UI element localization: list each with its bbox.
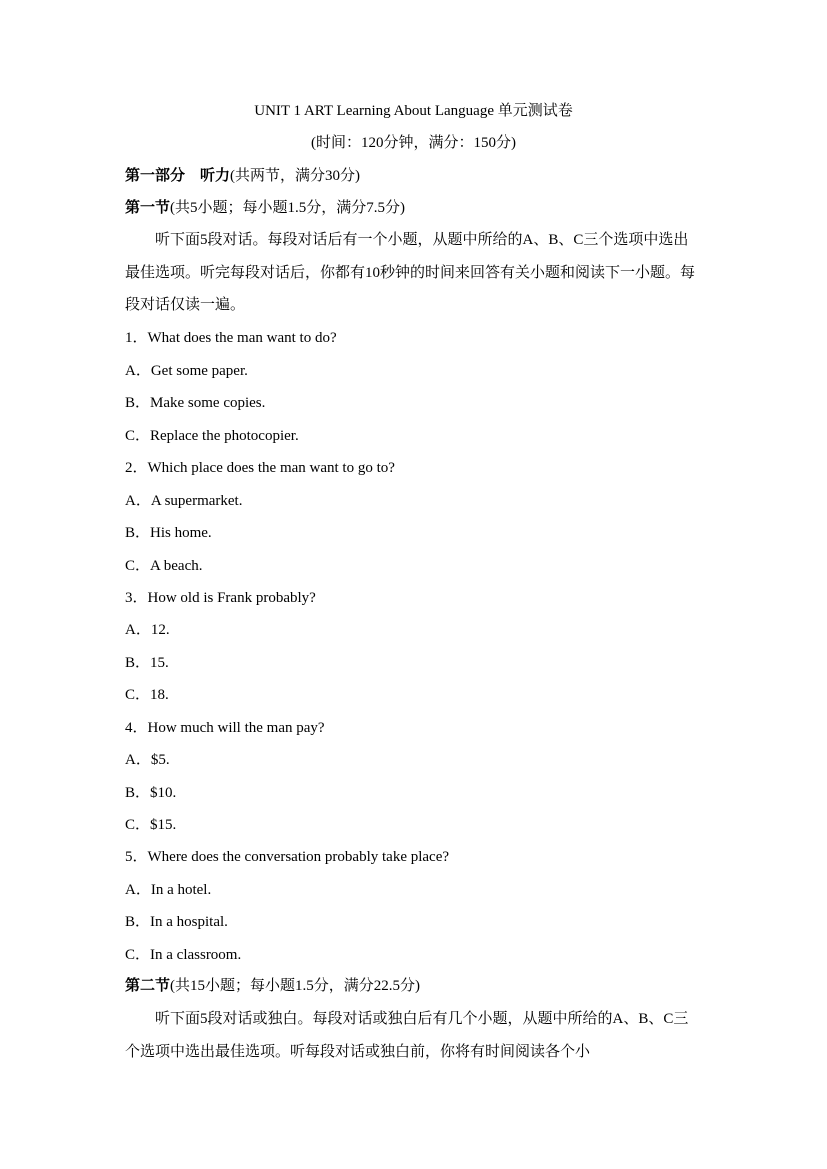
question-option: C．In a classroom. <box>125 947 242 963</box>
section1-heading-detail: (共5小题；每小题1.5分，满分7.5分) <box>170 200 406 216</box>
question-stem: 1．What does the man want to do? <box>125 330 337 346</box>
section1-instructions: 听下面5段对话。每段对话后有一个小题，从题中所给的A、B、C三个选项中选出最佳选项。听完每段对话后，你都有10秒钟的时间来回答有关小题和阅读下一小题。每段对话仅读一遍。 <box>125 232 696 313</box>
section2-heading-detail: (共15小题；每小题1.5分，满分22.5分) <box>170 978 421 994</box>
document-title: UNIT 1 ART Learning About Language 单元测试卷 <box>254 103 573 119</box>
document-subtitle: (时间：120分钟，满分：150分) <box>311 135 516 151</box>
part1-heading-label: 第一部分 听力 <box>125 168 231 184</box>
section2-heading-label: 第二节 <box>125 978 171 994</box>
question-option: A．$5. <box>125 752 170 768</box>
section1-heading-label: 第一节 <box>125 200 171 216</box>
question-option: C．$15. <box>125 817 177 833</box>
question-option: C．Replace the photocopier. <box>125 428 299 444</box>
question-option: B．In a hospital. <box>125 914 228 930</box>
question-option: C．18. <box>125 687 169 703</box>
question-option: B．15. <box>125 655 169 671</box>
question-stem: 2．Which place does the man want to go to? <box>125 460 395 476</box>
question-option: B．Make some copies. <box>125 395 266 411</box>
question-stem: 5．Where does the conversation probably take place? <box>125 849 450 865</box>
question-option: A．12. <box>125 622 170 638</box>
question-stem: 4．How much will the man pay? <box>125 720 325 736</box>
part1-heading <box>125 166 360 186</box>
part1-heading-detail: (共两节，满分30分) <box>230 168 361 184</box>
section2-heading <box>125 976 420 996</box>
question-option: A．In a hotel. <box>125 882 212 898</box>
question-stem: 3．How old is Frank probably? <box>125 590 316 606</box>
question-option: B．His home. <box>125 525 212 541</box>
section1-heading <box>125 198 405 218</box>
question-option: A．A supermarket. <box>125 493 243 509</box>
question-option: B．$10. <box>125 785 177 801</box>
question-option: C．A beach. <box>125 558 203 574</box>
question-option: A．Get some paper. <box>125 363 248 379</box>
section2-instructions: 听下面5段对话或独白。每段对话或独白后有几个小题，从题中所给的A、B、C三个选项中选出最佳选项。听每段对话或独白前，你将有时间阅读各个小 <box>125 1011 689 1060</box>
